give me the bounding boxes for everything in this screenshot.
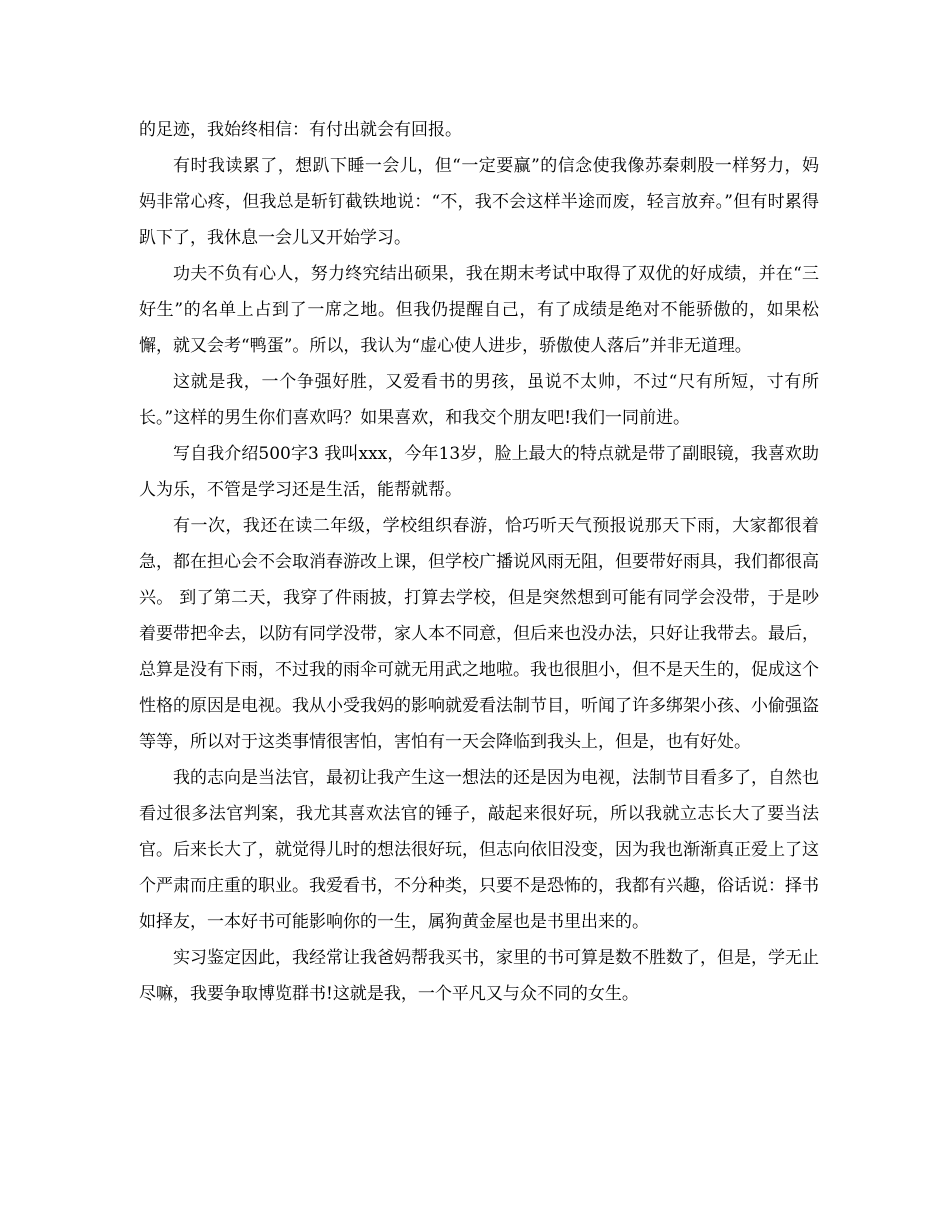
- paragraph: 我的志向是当法官，最初让我产生这一想法的还是因为电视，法制节目看多了，自然也看过很多法官判案，我尤其喜欢法官的锤子，敲起来很好玩，所以我就立志长大了要当法官。后来长大了，就觉得儿时的想法很好玩，但志向依旧没变，因为我也渐渐真正爱上了这个严肃而庄重的职业。我爱看书，不分种类，只要不是恐怖的，我都有兴趣，俗话说：择书如择友，一本好书可能影响你的一生，属狗黄金屋也是书里出来的。: [139, 768, 819, 932]
- paragraph: 有一次，我还在读二年级，学校组织春游，恰巧听天气预报说那天下雨，大家都很着急，都在担心会不会取消春游改上课，但学校广播说风雨无阻，但要带好雨具，我们都很高兴。 到了第二天，我穿了件雨披，打算去学校，但是突然想到可能有同学会没带，于是吵着要带把伞去，以防有同学没带，家人本不同意，但后来也没办法，只好让我带去。最后，总算是没有下雨，不过我的雨伞可就无用武之地啦。我也很胆小，但不是天生的，促成这个性格的原因是电视。我从小受我妈的影响就爱看法制节目，听闻了许多绑架小孩、小偷强盗等等，所以对于这类事情很害怕，害怕有一天会降临到我头上，但是，也有好处。: [139, 516, 819, 752]
- paragraph: 功夫不负有心人，努力终究结出硕果，我在期末考试中取得了双优的好成绩，并在“三好生”的名单上占到了一席之地。但我仍提醒自己，有了成绩是绝对不能骄傲的，如果松懈，就又会考“鸭蛋”。所以，我认为“虚心使人进步，骄傲使人落后”并非无道理。: [139, 264, 819, 356]
- paragraph: 有时我读累了，想趴下睡一会儿，但“一定要赢”的信念使我像苏秦刺股一样努力，妈妈非常心疼，但我总是斩钉截铁地说：“不，我不会这样半途而废，轻言放弃。”但有时累得趴下了，我休息一会儿又开始学习。: [139, 156, 819, 248]
- paragraph: 实习鉴定因此，我经常让我爸妈帮我买书，家里的书可算是数不胜数了，但是，学无止尽嘛，我要争取博览群书!这就是我，一个平凡又与众不同的女生。: [139, 948, 819, 1004]
- paragraph: 这就是我，一个争强好胜，又爱看书的男孩，虽说不太帅，不过“尺有所短，寸有所长。”这样的男生你们喜欢吗？如果喜欢，和我交个朋友吧!我们一同前进。: [139, 372, 819, 428]
- document-page: [139, 112, 819, 1012]
- paragraph: 写自我介绍500字3 我叫xxx，今年13岁，脸上最大的特点就是带了副眼镜，我喜欢助人为乐，不管是学习还是生活，能帮就帮。: [139, 444, 819, 500]
- paragraph-continuation: 的足迹，我始终相信：有付出就会有回报。: [139, 120, 462, 140]
